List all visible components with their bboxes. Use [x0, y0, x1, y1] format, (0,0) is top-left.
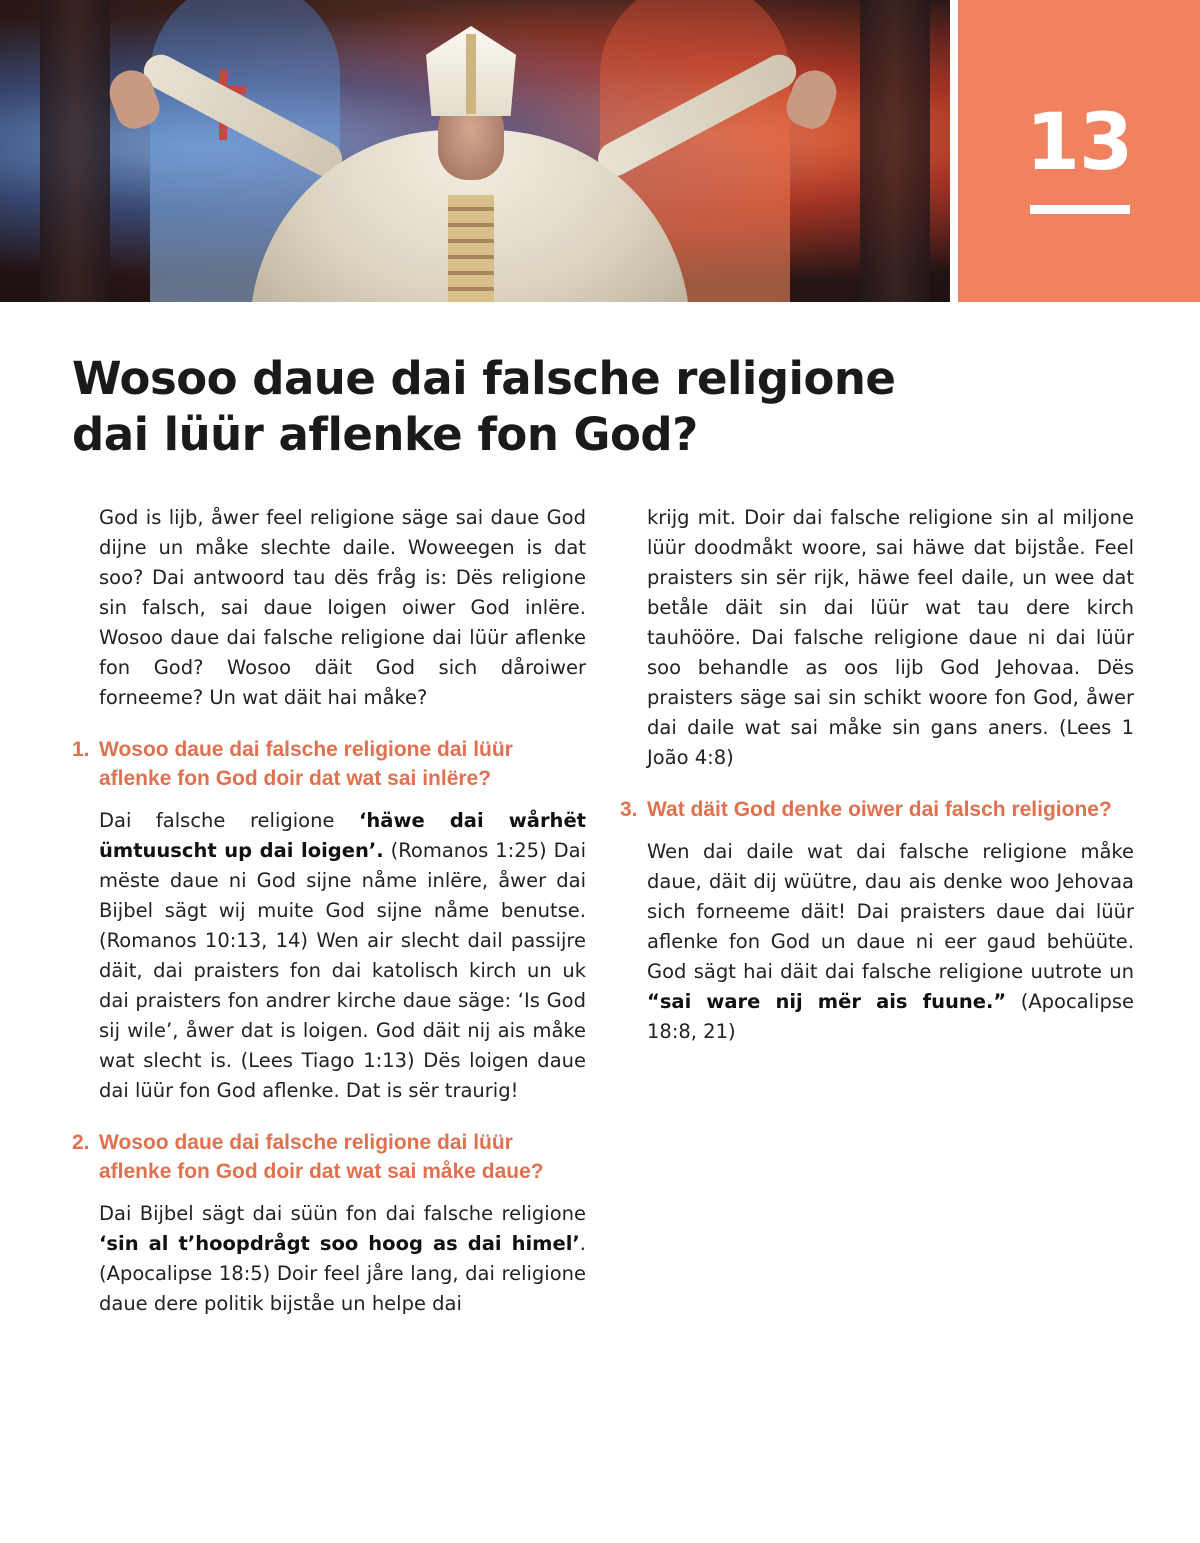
- title-line-2: dai lüür aflenke fon God?: [72, 408, 698, 461]
- left-column: [72, 503, 586, 1319]
- answer-text: Dai Bijbel sägt dai süün fon dai falsche religione: [99, 1202, 586, 1225]
- question-heading-1: [72, 735, 586, 793]
- mitre-hat: [426, 26, 516, 116]
- title-line-1: Wosoo daue dai falsche religione: [72, 352, 896, 405]
- question-text: Wat däit God denke oiwer dai falsch religione?: [647, 798, 1112, 821]
- answer-paragraph-2-continued: krijg mit. Doir dai falsche religione sin al miljone lüür doodmåkt woore, sai häwe dat bijståe. Feel praisters sin sër rijk, häwe feel daile, un wee dat betåle däit sin dai lüür wat tau dere kirch tauhööre. Dai falsche religione daue ni dai lüür soo behandle as oos lijb God Jehovaa. Dës praisters säge sai sin schikt woore fon God, åwer dai daile wat sai måke sin gans aners. (Lees 1 João 4:8): [647, 506, 1134, 769]
- question-heading-2: [72, 1128, 586, 1186]
- answer-paragraph-2: [72, 1199, 586, 1319]
- right-column: [620, 503, 1134, 1047]
- question-number: 3.: [620, 798, 638, 821]
- question-number: 1.: [72, 738, 90, 761]
- answer-text: Wen dai daile wat dai falsche religione måke daue, däit dij wüütre, dau ais denke woo Jehovaa sich forneeme däit! Dai praisters daue dai lüür aflenke fon God un daue ni eer gaud behüüte. God sägt hai däit dai falsche religione uutrote un: [647, 840, 1134, 983]
- answer-text: (Apocalipse 18:8, 21): [647, 990, 1135, 1043]
- church-pillar: [860, 0, 930, 302]
- page-title: [72, 351, 932, 463]
- question-text: Wosoo daue dai falsche religione dai lüür aflenke fon God doir dat wat sai måke daue?: [99, 1131, 544, 1183]
- question-heading-3: [620, 795, 1134, 824]
- answer-text: . (Apocalipse 18:5) Doir feel jåre lang, dai religione daue dere politik bijståe un helpe dai: [99, 1232, 586, 1315]
- answer-text: Dai falsche religione: [99, 809, 359, 832]
- answer-paragraph-3: [620, 837, 1134, 1047]
- chapter-underline: [1030, 205, 1130, 214]
- question-text: Wosoo daue dai falsche religione dai lüür aflenke fon God doir dat wat sai inlëre?: [99, 738, 513, 790]
- church-pillar: [40, 0, 110, 302]
- chapter-number: 13: [1025, 98, 1133, 188]
- answer-quote-bold: “sai ware nij mër ais fuune.”: [647, 990, 1007, 1013]
- question-number: 2.: [72, 1131, 90, 1154]
- answer-quote-bold: ‘häwe dai wårhët ümtuuscht up dai loigen’.: [99, 809, 586, 862]
- answer-paragraph-1: [72, 806, 586, 1106]
- answer-text: (Romanos 1:25) Dai mëste daue ni God sijne nåme inlëre, åwer dai Bijbel sägt wij muite God sijne nåme benutse. (Romanos 10:13, 14) Wen air slecht dail passijre däit, dai praisters fon dai katolisch kirch un uk dai praisters fon andrer kirche daue säge: ‘Is God sij wile’, åwer dat is loigen. God däit nij ais måke wat slecht is. (Lees Tiago 1:13) Dës loigen daue dai lüür fon God aflenke. Dat is sër traurig!: [99, 839, 587, 1102]
- intro-paragraph: God is lijb, åwer feel religione säge sai daue God dijne un måke slechte daile. Woweegen is dat soo? Dai antwoord tau dës fråg is: Dës religione sin falsch, sai daue loigen oiwer God inlëre. Wosoo daue dai falsche religione dai lüür aflenke fon God? Wosoo däit God sich dåroiwer forneeme? Un wat däit hai måke?: [99, 506, 586, 709]
- chapter-tab: [958, 0, 1200, 302]
- answer-quote-bold: ‘sin al t’hoopdrågt soo hoog as dai himel’: [99, 1232, 580, 1255]
- priest-stole: [448, 195, 494, 302]
- header-photo-priest: [0, 0, 950, 302]
